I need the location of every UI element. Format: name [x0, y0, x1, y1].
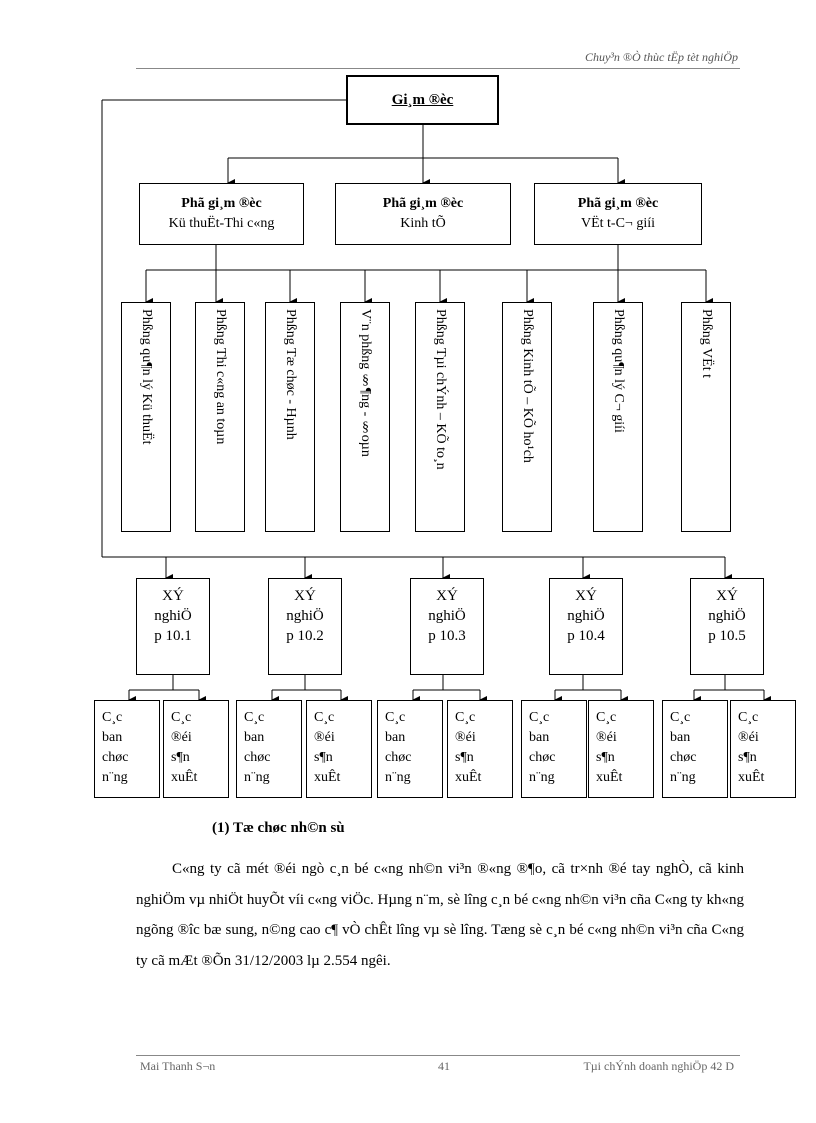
unit-label-line: xuÊt: [171, 770, 198, 785]
department-label: Phßng Kinh tÕ – KÕ ho¹ch: [520, 309, 535, 463]
footer-class: Tµi chÝnh doanh nghiÖp 42 D: [583, 1059, 734, 1073]
production-teams-box: [306, 700, 372, 798]
unit-label-line: ®éi: [738, 730, 759, 745]
department-box: [195, 302, 245, 532]
unit-label-line: xuÊt: [738, 770, 765, 785]
functional-departments-box: [662, 700, 728, 798]
unit-label-line: C¸c: [171, 710, 192, 725]
functional-departments-box: [236, 700, 302, 798]
department-label: Phßng qu¶n lý C¬ giíi: [611, 309, 626, 433]
unit-label-line: C¸c: [596, 710, 617, 725]
enterprise-label-line: XÝ: [716, 588, 738, 604]
unit-label-line: ban: [385, 730, 406, 745]
deputy-area: Kinh tÕ: [400, 216, 446, 231]
department-label: Phßng VËt t: [699, 309, 714, 378]
enterprise-label-line: p 10.4: [567, 628, 605, 644]
unit-label-line: s¶n: [596, 750, 615, 765]
unit-label-line: C¸c: [738, 710, 759, 725]
unit-label-line: chøc: [385, 750, 412, 765]
department-label: Phßng Thi c«ng an toµn: [213, 309, 228, 445]
unit-label-line: C¸c: [102, 710, 123, 725]
production-teams-box: [163, 700, 229, 798]
unit-label-line: n¨ng: [385, 770, 411, 785]
unit-label-line: ®éi: [455, 730, 476, 745]
deputy-area: VËt t-C¬ giíi: [580, 216, 655, 231]
unit-label-line: ban: [244, 730, 265, 745]
production-teams-box: [588, 700, 654, 798]
enterprise-box: [268, 578, 342, 675]
department-label: V¨n phßng §¶ng - §oµn: [358, 309, 373, 457]
unit-label-line: ®éi: [171, 730, 192, 745]
department-box: [265, 302, 315, 532]
department-label: Phßng qu¶n lý Kü thuËt: [139, 309, 154, 445]
enterprise-label-line: p 10.2: [286, 628, 324, 644]
enterprise-label-line: XÝ: [575, 588, 597, 604]
enterprise-label-line: nghiÖ: [428, 608, 466, 624]
enterprise-label-line: XÝ: [162, 588, 184, 604]
unit-label-line: ®éi: [596, 730, 617, 745]
unit-label-line: n¨ng: [102, 770, 128, 785]
unit-label-line: ®éi: [314, 730, 335, 745]
section-heading: (1) Tæ chøc nh©n sù: [212, 820, 345, 836]
production-teams-box: [730, 700, 796, 798]
enterprise-box: [136, 578, 210, 675]
unit-label-line: n¨ng: [244, 770, 270, 785]
footer-page-number: 41: [438, 1059, 450, 1073]
department-label: Phßng Tæ chøc - Hµnh: [283, 309, 298, 440]
enterprise-label-line: nghiÖ: [708, 608, 746, 624]
unit-label-line: C¸c: [529, 710, 550, 725]
enterprise-label-line: p 10.1: [154, 628, 192, 644]
department-box: [681, 302, 731, 532]
department-box: [502, 302, 552, 532]
unit-label-line: ban: [529, 730, 550, 745]
unit-label-line: s¶n: [738, 750, 757, 765]
department-box: [340, 302, 390, 532]
enterprise-label-line: nghiÖ: [154, 608, 192, 624]
page-header-title: Chuy³n ®Ò thùc tËp tèt nghiÖp: [584, 50, 738, 64]
unit-label-line: xuÊt: [455, 770, 482, 785]
deputy-title: Phã gi¸m ®èc: [577, 196, 659, 211]
functional-departments-box: [377, 700, 443, 798]
unit-label-line: n¨ng: [529, 770, 555, 785]
enterprise-label-line: p 10.5: [708, 628, 746, 644]
unit-label-line: xuÊt: [314, 770, 341, 785]
footer-rule: [136, 1055, 740, 1056]
deputy-title: Phã gi¸m ®èc: [382, 196, 464, 211]
unit-label-line: chøc: [670, 750, 697, 765]
enterprise-box: [690, 578, 764, 675]
unit-label-line: C¸c: [385, 710, 406, 725]
unit-label-line: s¶n: [455, 750, 474, 765]
director-label: Gi¸m ®èc: [391, 91, 454, 108]
enterprise-box: [410, 578, 484, 675]
functional-departments-box: [521, 700, 587, 798]
deputy-area: Kü thuËt-Thi c«ng: [168, 216, 275, 231]
unit-label-line: s¶n: [171, 750, 190, 765]
deputy-economic-box: [335, 183, 511, 245]
director-box: [346, 75, 499, 125]
production-teams-box: [447, 700, 513, 798]
unit-label-line: xuÊt: [596, 770, 623, 785]
department-box: [593, 302, 643, 532]
unit-label-line: chøc: [102, 750, 129, 765]
unit-label-line: chøc: [244, 750, 271, 765]
enterprise-label-line: p 10.3: [428, 628, 466, 644]
unit-label-line: ban: [670, 730, 691, 745]
unit-label-line: C¸c: [455, 710, 476, 725]
functional-departments-box: [94, 700, 160, 798]
enterprise-box: [549, 578, 623, 675]
enterprise-label-line: XÝ: [436, 588, 458, 604]
enterprise-label-line: XÝ: [294, 588, 316, 604]
department-box: [415, 302, 465, 532]
unit-label-line: C¸c: [314, 710, 335, 725]
unit-label-line: s¶n: [314, 750, 333, 765]
department-box: [121, 302, 171, 532]
unit-label-line: C¸c: [670, 710, 691, 725]
unit-label-line: n¨ng: [670, 770, 696, 785]
unit-label-line: chøc: [529, 750, 556, 765]
body-paragraph: C«ng ty cã mét ®éi ngò c¸n bé c«ng nh©n vi³n ®«ng ®¶o, cã tr×nh ®é tay nghÒ, cã kinh nghiÖm vµ nhiÖt huyÕt víi c«ng viÖc. Hµng n¨m, sè lîng c¸n bé c«ng nh©n vi³n cña C«ng ty kh«ng ngõng ®îc bæ sung, n©ng cao c¶ vÒ chÊt lîng vµ sè lîng. Tæng sè c¸n bé c«ng nh©n vi³n cña C«ng ty cã mÆt ®Õn 31/12/2003 lµ 2.554 ngêi.: [136, 861, 744, 969]
unit-label-line: C¸c: [244, 710, 265, 725]
deputy-supplies-box: [534, 183, 702, 245]
deputy-title: Phã gi¸m ®èc: [181, 196, 262, 211]
deputy-technical-box: [139, 183, 304, 245]
unit-label-line: ban: [102, 730, 123, 745]
footer-author: Mai Thanh S¬n: [140, 1059, 216, 1073]
department-label: Phßng Tµi chÝnh – KÕ to¸n: [433, 309, 448, 470]
enterprise-label-line: nghiÖ: [286, 608, 324, 624]
enterprise-label-line: nghiÖ: [567, 608, 605, 624]
